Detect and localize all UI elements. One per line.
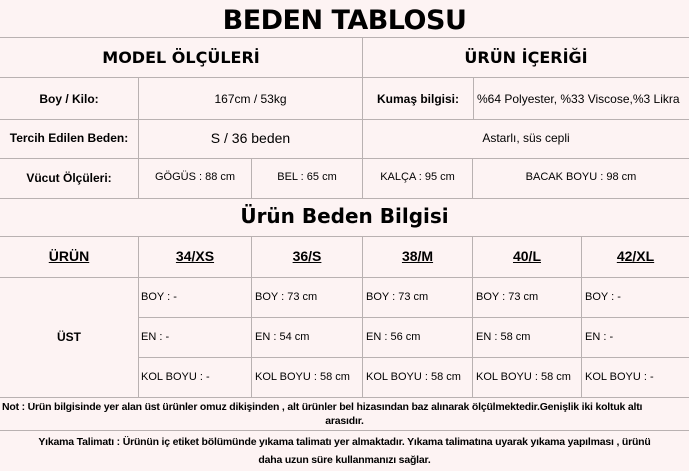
en-cell: EN : - — [141, 331, 170, 343]
kol-cell: KOL BOYU : 58 cm — [255, 371, 350, 383]
en-cell: EN : - — [585, 331, 614, 343]
divider — [0, 397, 689, 398]
size-info-heading: Ürün Beden Bilgisi — [240, 204, 449, 228]
divider — [0, 37, 689, 38]
divider — [0, 158, 689, 159]
measurement-note-cont: arasıdır. — [325, 415, 364, 427]
boy-kilo-label: Boy / Kilo: — [39, 92, 99, 106]
bacak-value: BACAK BOYU : 98 cm — [525, 171, 637, 183]
divider — [0, 430, 689, 431]
en-cell: EN : 56 cm — [366, 331, 421, 343]
boy-cell: BOY : - — [141, 291, 177, 303]
size-header: 36/S — [292, 248, 322, 264]
divider — [138, 317, 689, 318]
kol-cell: KOL BOYU : 58 cm — [366, 371, 461, 383]
kalca-value: KALÇA : 95 cm — [380, 171, 455, 183]
bel-value: BEL : 65 cm — [277, 171, 337, 183]
tercih-value: S / 36 beden — [210, 130, 291, 146]
product-detail: Astarlı, süs cepli — [482, 131, 570, 145]
size-header: 42/XL — [616, 248, 655, 264]
product-header: ÜRÜN — [48, 248, 90, 264]
boy-cell: BOY : 73 cm — [476, 291, 539, 303]
size-header: 38/M — [401, 248, 434, 264]
model-heading: MODEL ÖLÇÜLERİ — [102, 48, 260, 67]
size-header: 34/XS — [175, 248, 215, 264]
boy-kilo-value: 167cm / 53kg — [214, 92, 287, 106]
tercih-label: Tercih Edilen Beden: — [9, 131, 129, 145]
kumas-label: Kumaş bilgisi: — [376, 92, 459, 106]
boy-cell: BOY : - — [585, 291, 621, 303]
page-title: BEDEN TABLOSU — [222, 5, 467, 36]
divider — [0, 77, 689, 78]
kol-cell: KOL BOYU : - — [585, 371, 654, 383]
divider — [0, 236, 689, 237]
size-header: 40/L — [512, 248, 541, 264]
divider — [138, 357, 689, 358]
kol-cell: KOL BOYU : 58 cm — [476, 371, 571, 383]
measurement-note: Not : Ürün bilgisinde yer alan üst ürünler omuz dikişinden , alt ürünler bel hizasından baz alınarak ölçülmektedir.Genişlik iki koltuk altı — [2, 402, 643, 413]
kol-cell: KOL BOYU : - — [141, 371, 210, 383]
boy-cell: BOY : 73 cm — [366, 291, 429, 303]
wash-instruction-cont: daha uzun süre kullanmanızı sağlar. — [258, 454, 431, 466]
en-cell: EN : 54 cm — [255, 331, 310, 343]
wash-instruction: Yıkama Talimatı : Ürünün iç etiket bölümünde yıkama talimatı yer almaktadır. Yıkama talimatına uyarak yıkama yapılması , ürünü — [38, 436, 651, 448]
divider — [0, 119, 689, 120]
divider — [473, 77, 474, 119]
divider — [0, 277, 689, 278]
product-content-heading: ÜRÜN İÇERİĞİ — [464, 48, 588, 67]
boy-cell: BOY : 73 cm — [255, 291, 318, 303]
divider — [0, 198, 689, 199]
gogus-value: GÖGÜS : 88 cm — [154, 171, 236, 183]
vucut-label: Vücut Ölçüleri: — [26, 171, 112, 185]
row-label-ust: ÜST — [57, 330, 81, 344]
kumas-value: %64 Polyester, %33 Viscose,%3 Likra — [477, 92, 680, 106]
en-cell: EN : 58 cm — [476, 331, 531, 343]
